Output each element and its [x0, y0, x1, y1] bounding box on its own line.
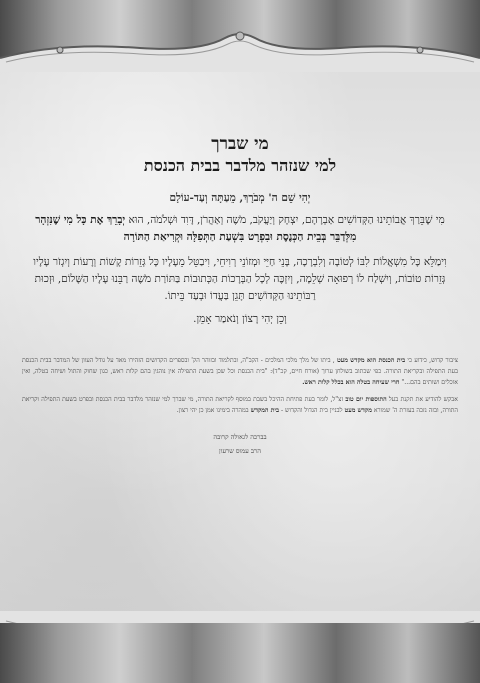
- prayer-closing: וְכֵן יְהִי רָצוֹן וְנֹאמַר אָמֵן.: [193, 313, 287, 325]
- bottom-ornamental-border: [0, 623, 480, 683]
- note-2-part-b: התוספות יום טוב: [345, 396, 387, 403]
- prayer-paragraph-2: וִימַלֵּא כָּל מִשְׁאֲלוֹת לִבּוֹ לְטוֹבָה וְלִבְרָכָה, בָּנֵי חַיֵּי וּמְזוֹנֵי רְוִיחֵי, וִיבַטֵּל מֵעָלָיו כָּל גְּזֵרוֹת קָשׁוֹת וְרָעוֹת וְיִגְזֹר עָלָיו גְּזֵרוֹת טוֹבוֹת, וְיִשְׁלַח לוֹ רְפוּאָה שְׁלֵמָה, וְיִזְכֶּה לְכָל הַבְּרָכוֹת הַכְּתוּבוֹת בַּתּוֹרַת מֹשֶׁה רַבֵּנוּ עָלָיו הַשָּׁלוֹם, וּזְכוּת רַבּוֹתֵינוּ הַקְּדוֹשִׁים תָּגֵן בַּעֲדוֹ וּבְעַד בֵּיתוֹ.: [33, 256, 447, 302]
- note-1-part-a: ציבור קדוש, כידוע כי: [407, 357, 458, 364]
- note-2-part-a: אבקש להודיע את תקנת בעל: [388, 396, 458, 403]
- document-body: [22, 118, 458, 603]
- prayer-paragraph-1: [22, 212, 458, 246]
- invocation-line: יְהִי שֵׁם ה' מְבֹרָךְ, מֵעַתָּה וְעַד-עוֹלָם: [169, 192, 311, 204]
- note-1-part-b: בית הכנסת הוא מקדש מעט: [336, 357, 406, 364]
- page-subtitle: למי שנזהר מלדבר בבית הכנסת: [143, 156, 337, 175]
- page-title: מי שברך: [211, 134, 269, 154]
- signature-name: הרב עמוס שרעון: [219, 447, 261, 455]
- prayer-paragraph-1-text: מִי שֶׁבֵּרַךְ אֲבוֹתֵינוּ הַקְּדוֹשִׁים אַבְרָהָם, יִצְחָק וְיַעֲקֹב, מֹשֶׁה וְאַהֲרֹן, דָּוִד וּשְׁלֹמֹה, הוּא: [128, 214, 445, 226]
- note-2-part-g: במהרה בימינו אמן כן יהי רצון.: [176, 407, 249, 414]
- signature-block: [22, 430, 458, 458]
- note-paragraph-2: [22, 394, 458, 416]
- note-1-part-c: , ביתו של מלך מלכי המלכים - הקב"ה, ובתלמוד ובזוהר הק' ובספרים הקדושים הזהירו מאד על גודל העוון של המדבר בבית הכנסת בעת התפילה ובקריאת התורה. כפי שכתוב בשולחן ערוך (אורח חיים, קכ"ד): "בית הכנסת וכל שכן בשעת התפילה אין נוהגין בהם קלות ראש, כגון שחוק והתול ושיחה בטלה, ואין אוכלים ושותים בהם...": [22, 357, 458, 386]
- note-2-part-d: מקדש מעט: [344, 407, 372, 414]
- top-scroll-frame: [0, 28, 480, 72]
- note-1-part-d: חרי שעיחה בטלה הוא בכלל קלות ראש.: [302, 379, 400, 386]
- note-2-part-e: לבניין בית הגדול והקדוש -: [281, 407, 343, 414]
- signature-greeting: בברכה לגאולה קרובה: [213, 433, 267, 441]
- note-2-part-f: בית המקדש: [250, 407, 280, 414]
- note-paragraph-1: [22, 355, 458, 388]
- prayer-paragraph-1-emphasis: יְבָרֵךְ אֶת כָּל מִי שֶׁנִּזְהָר מִלְּדַבֵּר בְּבֵית הַכְּנֶסֶת וּבִפְרָט בִּשְׁעַת הַתְּפִלָּה וּקְרִיאַת הַתּוֹרָה: [35, 214, 357, 243]
- note-2-part-c: זצ"ל, לומר בעת פתיחת ההיכל בשבת במוסף לקריאת התורה, מי שברך למי שנזהר מלדבר בבית הכנסת ובפרט בשעת התפילה וקריאת התורה, ובזה נזכה בעזרת ה' שמורא: [22, 396, 458, 414]
